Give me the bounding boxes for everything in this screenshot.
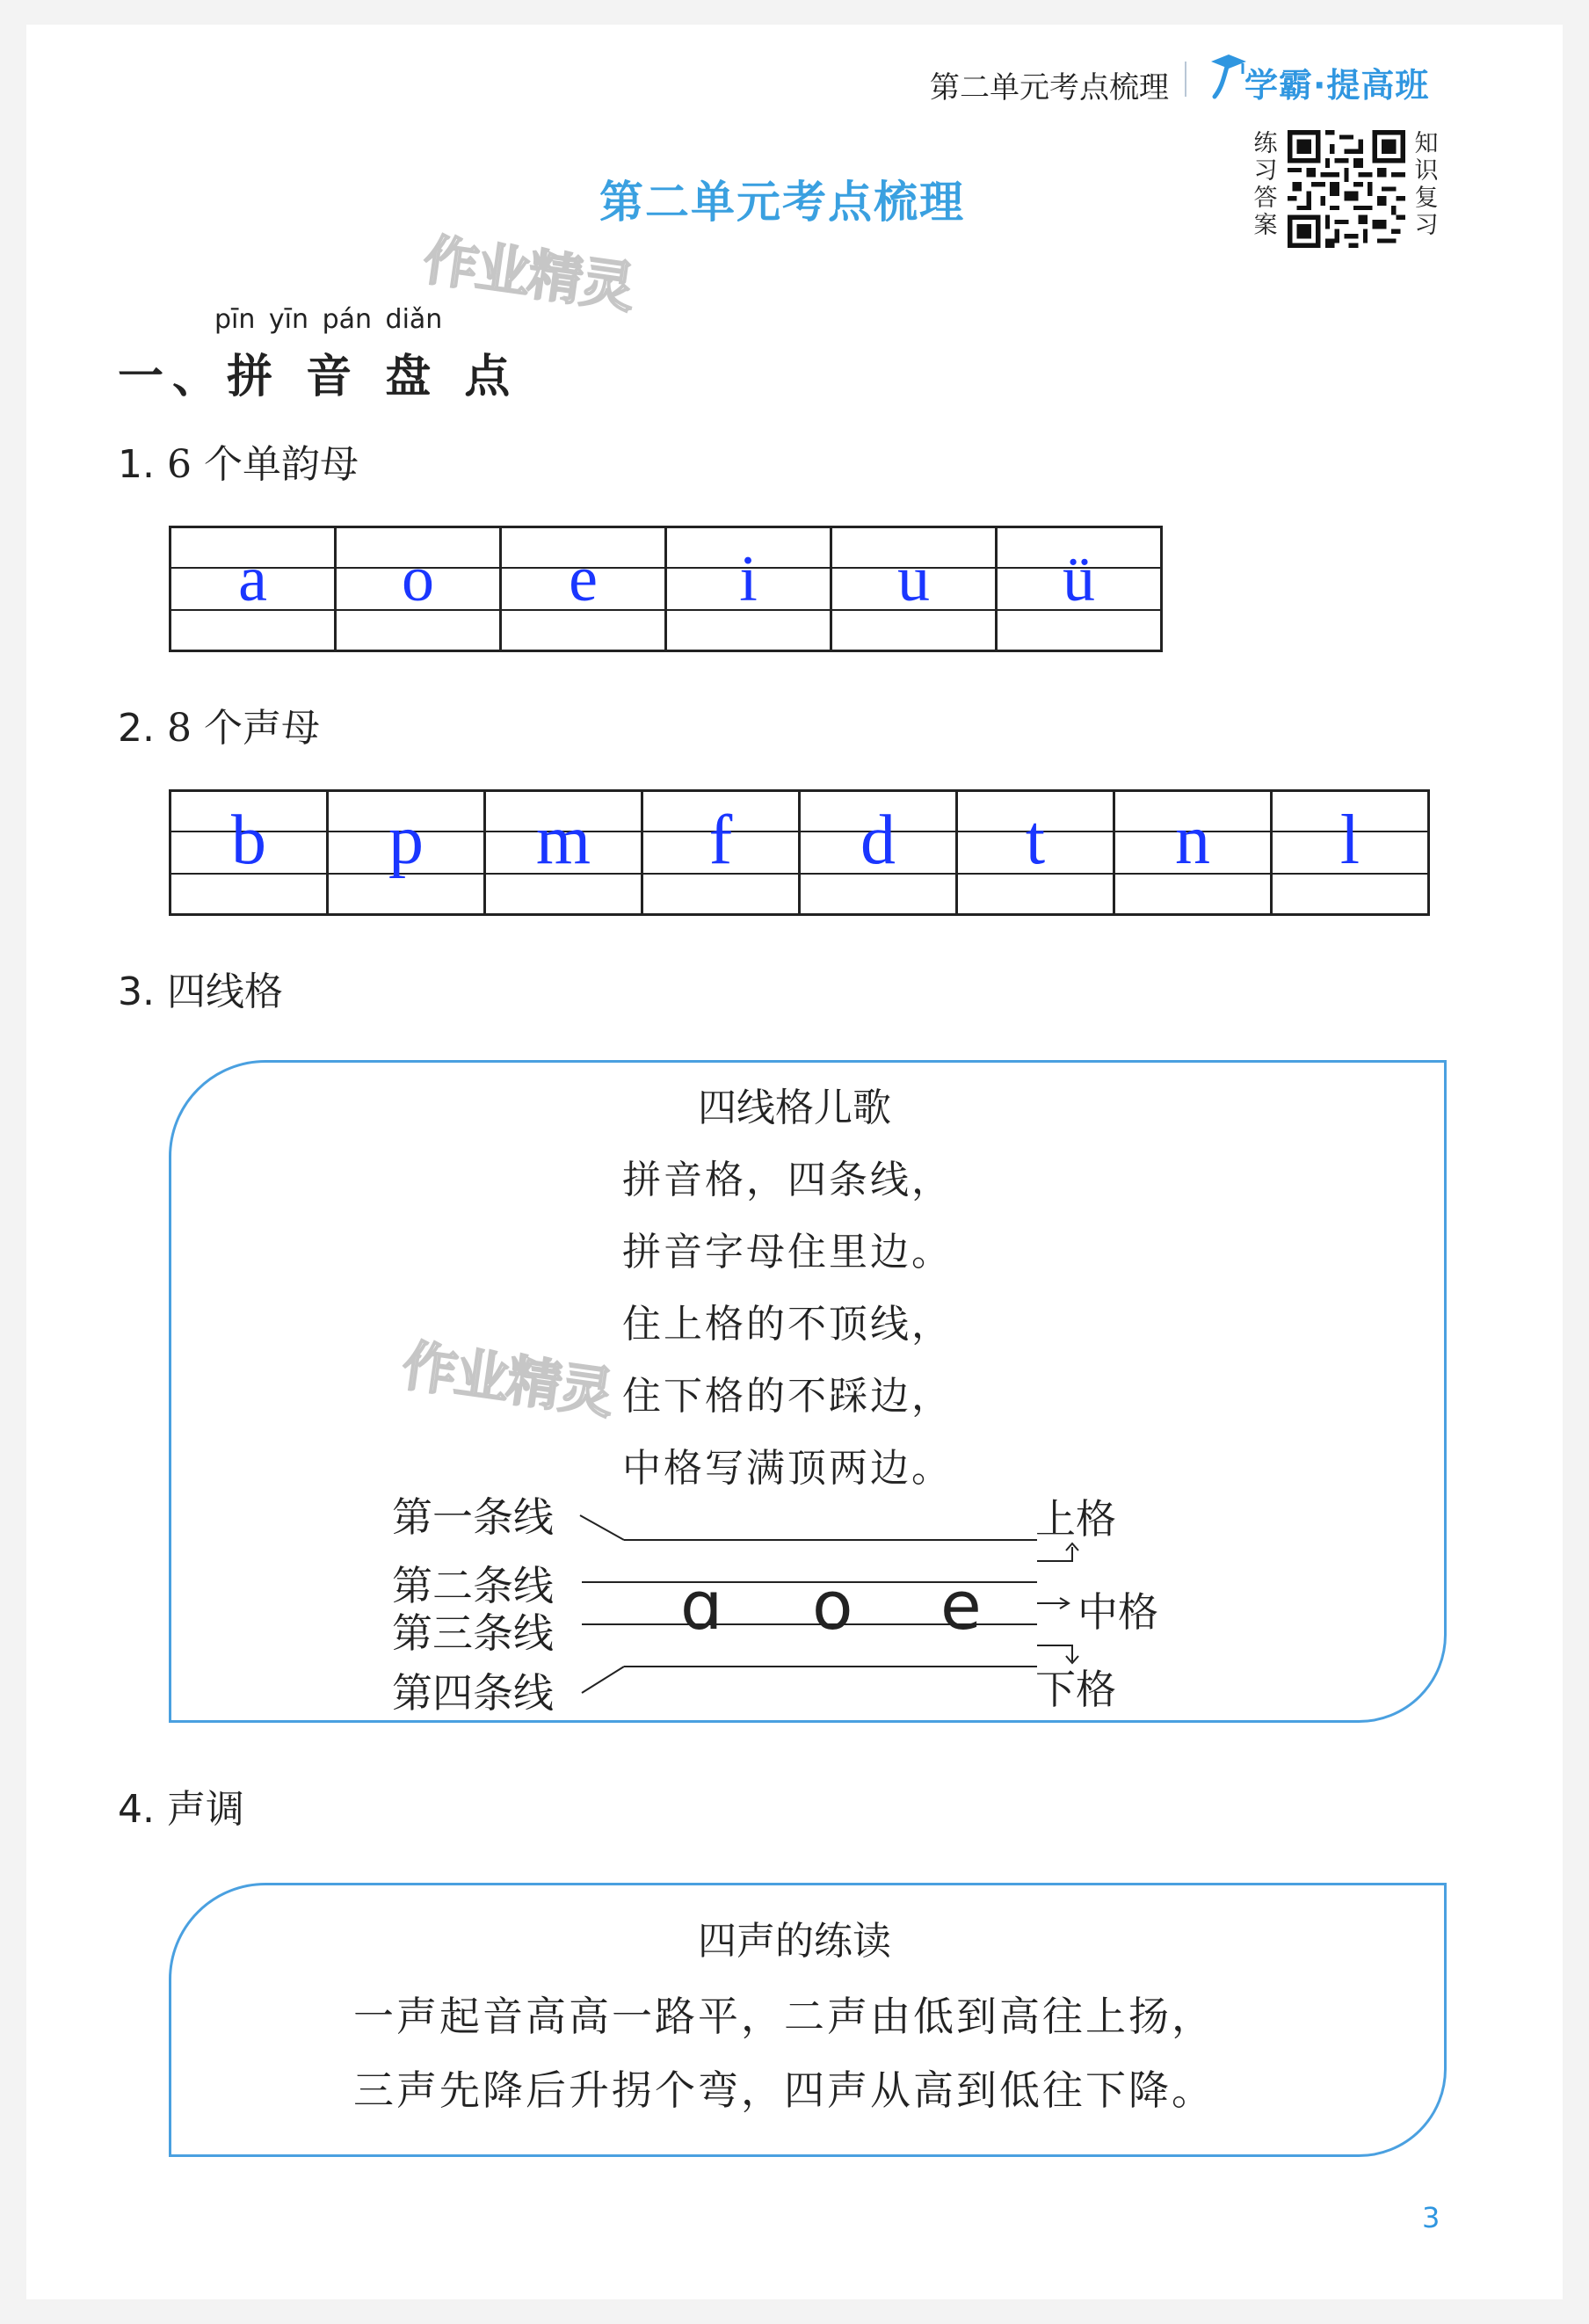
example-letter: ɑ — [680, 1566, 723, 1645]
section-pinyin: pīn yīn pán diǎn — [214, 304, 443, 335]
header-divider — [1185, 62, 1186, 97]
grid-cell — [502, 528, 667, 652]
grid-cell — [329, 792, 486, 916]
grid-cell — [337, 528, 502, 652]
song-line: 住下格的不踩边， — [622, 1374, 953, 1419]
tone-line: 一声起音高高一路平，二声由低到高往上扬， — [353, 1993, 1215, 2040]
grid-cell — [1273, 792, 1430, 916]
zone-label: 上格 — [1035, 1495, 1116, 1543]
page-number: 3 — [1422, 2201, 1440, 2234]
example-letter: e — [940, 1566, 982, 1645]
line-label: 第一条线 — [392, 1493, 554, 1541]
item-4-heading: 4. 声调 — [118, 1787, 244, 1832]
grid-cell — [958, 792, 1115, 916]
letter: d — [860, 802, 896, 879]
grid-cell — [171, 792, 329, 916]
grid-cell — [801, 792, 958, 916]
grid-cell — [832, 528, 998, 652]
graduation-cap-icon — [1206, 49, 1248, 100]
song-line: 拼音字母住里边。 — [622, 1230, 953, 1275]
header-section-label: 第二单元考点梳理 — [930, 70, 1169, 105]
letter: ü — [1063, 543, 1095, 615]
letter: o — [402, 543, 434, 615]
zone-label: 下格 — [1035, 1666, 1116, 1713]
letter: m — [535, 802, 591, 879]
tone-box-title: 四声的练读 — [698, 1919, 891, 1964]
line-label: 第四条线 — [392, 1669, 554, 1717]
line-label: 第二条线 — [392, 1562, 554, 1609]
qr-label-right: 知 识 复 习 — [1414, 130, 1439, 239]
tone-line: 三声先降后升拐个弯，四声从高到低往下降。 — [353, 2066, 1215, 2114]
section-heading: 一、拼 音 盘 点 — [118, 350, 519, 403]
letter: l — [1339, 802, 1360, 879]
grid-cell — [1115, 792, 1273, 916]
letter: b — [231, 802, 266, 879]
grid-cell — [998, 528, 1163, 652]
page-title: 第二单元考点梳理 — [599, 176, 965, 228]
grid-cell — [171, 528, 337, 652]
letter: f — [708, 802, 733, 879]
song-line: 中格写满顶两边。 — [622, 1446, 953, 1491]
letter: u — [897, 543, 930, 615]
brand-name: 学霸·提高班 — [1244, 66, 1430, 105]
item-1-heading: 1. 6 个单韵母 — [118, 442, 359, 487]
item-3-heading: 3. 四线格 — [118, 970, 283, 1014]
letter: e — [569, 543, 598, 615]
song-title: 四线格儿歌 — [698, 1086, 891, 1130]
grid-cell — [486, 792, 643, 916]
letter: p — [388, 802, 424, 879]
qr-label-left: 练 习 答 案 — [1253, 130, 1278, 239]
song-line: 拼音格，四条线， — [622, 1158, 953, 1202]
zone-label: 中格 — [1077, 1588, 1158, 1636]
letter: i — [739, 543, 758, 615]
example-letter: o — [812, 1566, 853, 1645]
initial-grid — [169, 789, 1430, 916]
song-line: 住上格的不顶线， — [622, 1302, 953, 1347]
letter: t — [1025, 802, 1046, 879]
grid-cell — [667, 528, 832, 652]
grid-cell — [643, 792, 801, 916]
watermark: 作业精灵 — [419, 227, 638, 321]
letter: a — [238, 543, 267, 615]
watermark: 作业精灵 — [398, 1333, 617, 1427]
letter: n — [1175, 802, 1210, 879]
vowel-grid — [169, 526, 1163, 652]
line-label: 第三条线 — [392, 1609, 554, 1657]
item-2-heading: 2. 8 个声母 — [118, 706, 320, 751]
